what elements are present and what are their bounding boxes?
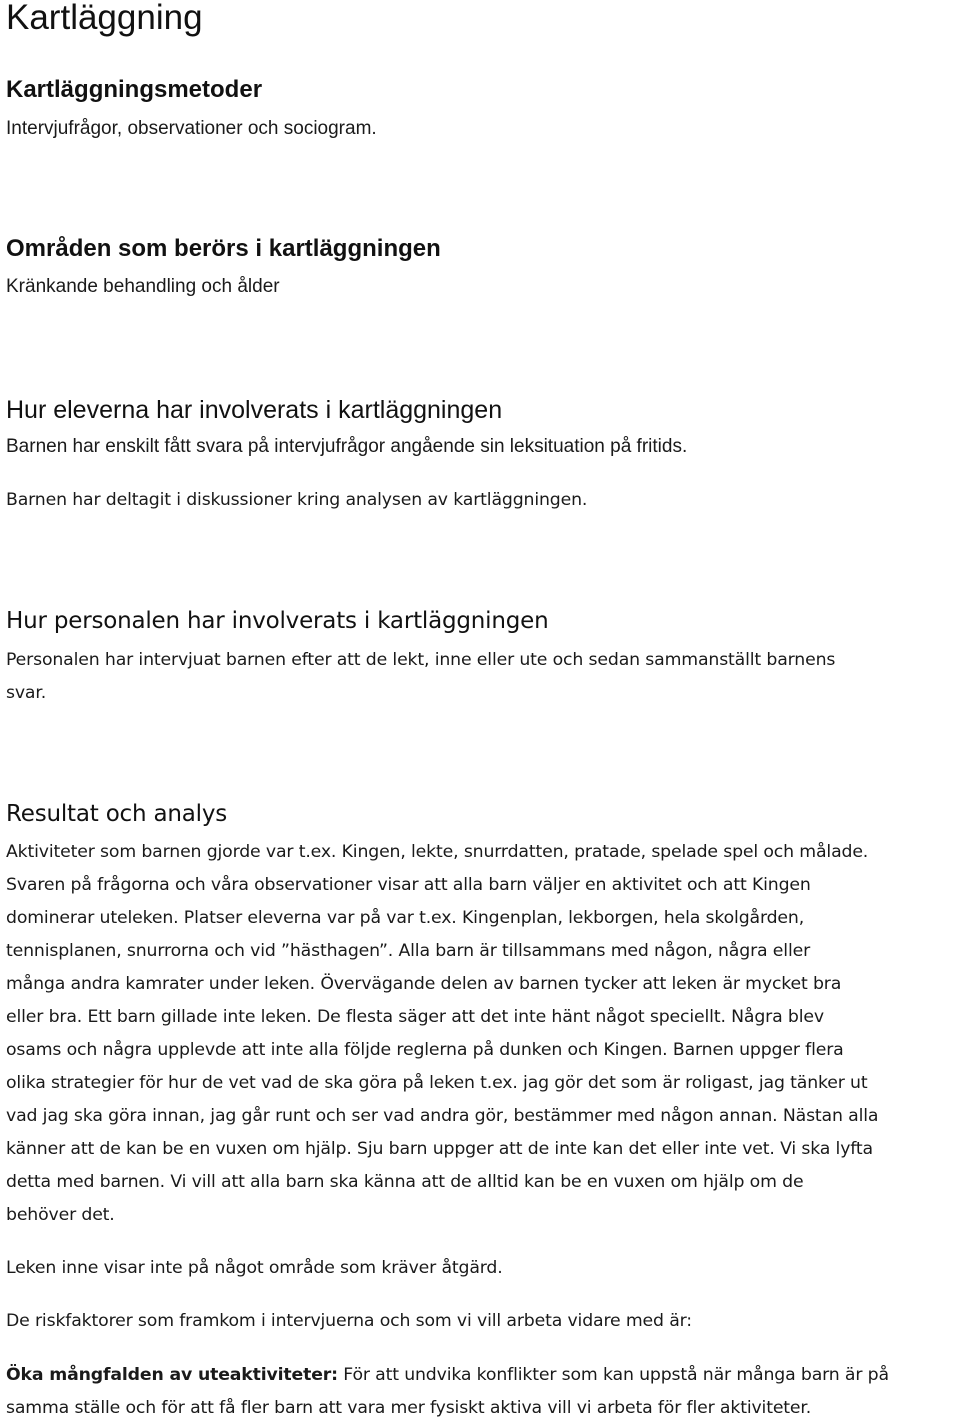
results-line: detta med barnen. Vi vill att alla barn ska känna att de alltid kan be en vuxen om hjälp om de: [6, 1172, 804, 1192]
risk-factors-intro: De riskfaktorer som framkom i intervjuerna och som vi vill arbeta vidare med är:: [6, 1311, 692, 1331]
pupils-involvement-line-2: Barnen har deltagit i diskussioner kring analysen av kartläggningen.: [6, 490, 588, 510]
staff-involvement-line-2: svar.: [6, 683, 47, 703]
risk-factor-label: Öka mångfalden av uteaktiviteter:: [6, 1365, 338, 1385]
results-line: Svaren på frågorna och våra observationer visar att alla barn väljer en aktivitet och att Kingen: [6, 875, 811, 895]
section-heading-methods: Kartläggningsmetoder: [6, 76, 263, 103]
results-line: osams och några upplevde att inte alla följde reglerna på dunken och Kingen. Barnen uppger flera: [6, 1040, 844, 1060]
section-heading-results: Resultat och analys: [6, 801, 228, 827]
risk-factor-text: För att undvika konflikter som kan uppstå när många barn är på: [337, 1365, 889, 1385]
areas-text: Kränkande behandling och ålder: [6, 276, 280, 297]
results-line: känner att de kan be en vuxen om hjälp. Sju barn uppger att de inte kan det eller inte vet. Vi ska lyfta: [6, 1139, 873, 1159]
pupils-involvement-line-1: Barnen har enskilt fått svara på intervjufrågor angående sin leksituation på fritids.: [6, 436, 688, 457]
section-heading-pupils-involvement: Hur eleverna har involverats i kartläggningen: [6, 396, 503, 424]
risk-factor-line-1: [6, 1365, 889, 1385]
results-line: vad jag ska göra innan, jag går runt och ser vad andra gör, bestämmer med någon annan. Nästan alla: [6, 1106, 879, 1126]
results-line: många andra kamrater under leken. Övervägande delen av barnen tycker att leken är mycket bra: [6, 974, 842, 994]
section-heading-areas: Områden som berörs i kartläggningen: [6, 235, 441, 262]
results-line: olika strategier för hur de vet vad de ska göra på leken t.ex. jag gör det som är roligast, jag tänker ut: [6, 1073, 868, 1093]
methods-text: Intervjufrågor, observationer och sociogram.: [6, 118, 377, 139]
risk-factor-line-2: samma ställe och för att få fler barn att vara mer fysiskt aktiva vill vi arbeta för fler aktiviteter.: [6, 1398, 812, 1418]
results-line: tennisplanen, snurrorna och vid ”hästhagen”. Alla barn är tillsammans med någon, några eller: [6, 941, 811, 961]
results-line: behöver det.: [6, 1205, 115, 1225]
staff-involvement-line-1: Personalen har intervjuat barnen efter att de lekt, inne eller ute och sedan sammanställt barnens: [6, 650, 836, 670]
results-line: dominerar uteleken. Platser eleverna var på var t.ex. Kingenplan, lekborgen, hela skolgården,: [6, 908, 805, 928]
results-line: eller bra. Ett barn gillade inte leken. De flesta säger att det inte hänt något speciellt. Några blev: [6, 1007, 824, 1027]
indoor-play-paragraph: Leken inne visar inte på något område som kräver åtgärd.: [6, 1258, 503, 1278]
results-line: Aktiviteter som barnen gjorde var t.ex. Kingen, lekte, snurrdatten, pratade, spelade spel och målade.: [6, 842, 869, 862]
document-title: Kartläggning: [6, 0, 203, 37]
section-heading-staff-involvement: Hur personalen har involverats i kartläggningen: [6, 608, 549, 634]
